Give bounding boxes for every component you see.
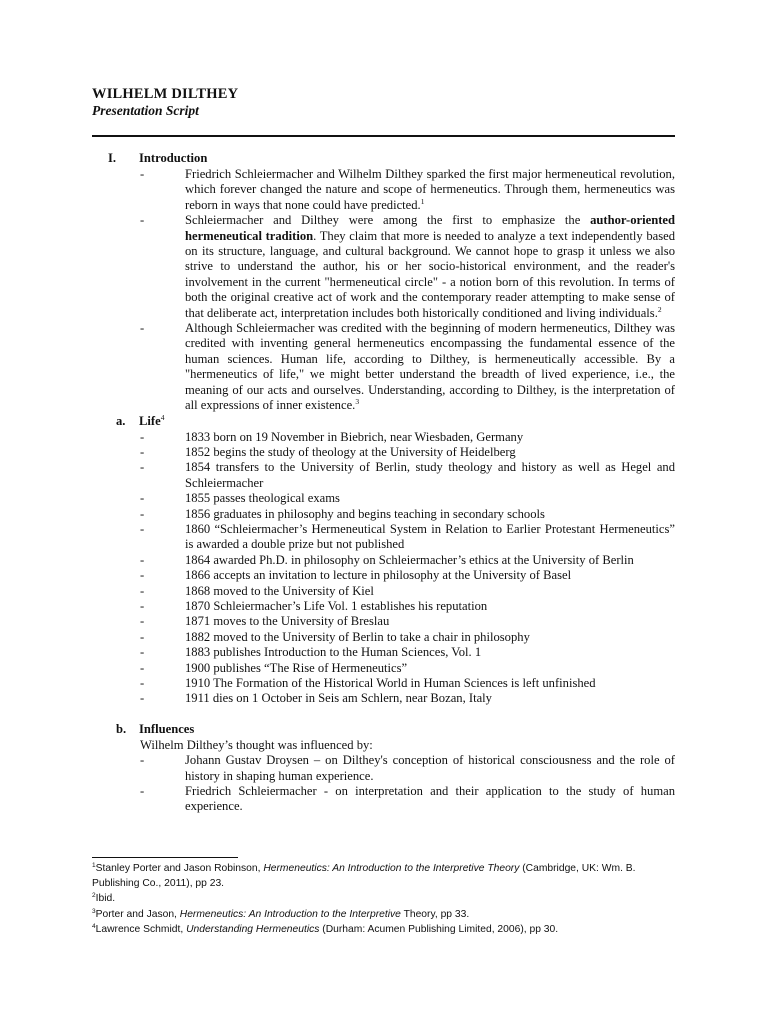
- footnote-number: 4: [92, 922, 96, 930]
- influences-intro: Wilhelm Dilthey’s thought was influenced by:: [140, 737, 373, 752]
- subsection-heading: [92, 722, 675, 738]
- footnote-number: 2: [92, 892, 96, 900]
- document-subtitle: Presentation Script: [92, 103, 199, 118]
- list-item: - 1883 publishes Introduction to the Human Sciences, Vol. 1: [92, 645, 675, 660]
- section-introduction: [92, 151, 675, 414]
- subsection-number: a.: [116, 413, 126, 428]
- footnote-text: Ibid.: [95, 893, 116, 905]
- life-timeline-list: [92, 430, 675, 707]
- footnote-text: Lawrence Schmidt,: [95, 923, 187, 935]
- list-item: - 1870 Schleiermacher’s Life Vol. 1 establishes his reputation: [92, 599, 675, 614]
- header-rule: [92, 135, 675, 137]
- footnotes: [92, 861, 677, 937]
- footnote-number: 1: [92, 862, 96, 869]
- list-item: - 1864 awarded Ph.D. in philosophy on Schleiermacher’s ethics at the University of Berlin: [92, 553, 675, 568]
- list-item: - 1871 moves to the University of Breslau: [92, 614, 675, 629]
- document-body: [92, 151, 675, 815]
- list-item: - 1860 “Schleiermacher’s Hermeneutical System in Relation to Earlier Protestant Hermeneutics” is awarded a double prize but not published: [92, 522, 675, 553]
- footnote-title: Hermeneutics: An Introduction to the Interpretive: [179, 908, 401, 920]
- footnote-ref: 2: [657, 304, 662, 314]
- subsection-heading: [92, 414, 675, 430]
- list-item: - Although Schleiermacher was credited with the beginning of modern hermeneutics, Dilthey was credited with inventing general hermeneutics encompassing the fundamental essence of the human sciences. Human life, according to Dilthey, is hermeneutically accessible. By a "hermeneutics of life," we might better understand the breadth of lived experience, i.e., the meaning of our acts and ourselves. Understanding, according to Dilthey, is the interpretation of all expressions of inner existence.$^3$: [92, 321, 675, 413]
- list-item: - 1852 begins the study of theology at the University of Heidelberg: [92, 445, 675, 460]
- footnote-text: (Durham: Acumen Publishing Limited, 2006), pp 30.: [319, 923, 559, 935]
- subsection-life: [92, 414, 675, 707]
- list-item: - 1856 graduates in philosophy and begins teaching in secondary schools: [92, 507, 675, 522]
- section-heading: [92, 151, 675, 167]
- footnote-text: Theory, pp 33.: [400, 908, 470, 920]
- subsection-title: Influences: [139, 721, 195, 736]
- list-item: - 1911 dies on 1 October in Seis am Schlern, near Bozan, Italy: [92, 691, 675, 706]
- introduction-list: [92, 167, 675, 414]
- document-title: WILHELM DILTHEY: [92, 86, 239, 102]
- footnote-ref: 1: [420, 196, 425, 206]
- influences-list: [92, 753, 675, 815]
- list-item: - Friedrich Schleiermacher and Wilhelm Dilthey sparked the first major hermeneutical revolution, which forever changed the nature and scope of hermeneutics. Through them, hermeneutics was reborn in ways that none could have predicted.$^1$: [92, 167, 675, 213]
- list-item: - 1833 born on 19 November in Biebrich, near Wiesbaden, Germany: [92, 430, 675, 445]
- list-item: - 1866 accepts an invitation to lecture in philosophy at the University of Basel: [92, 568, 675, 583]
- list-item: - Schleiermacher and Dilthey were among the first to emphasize the author-oriented hermeneutical tradition. They claim that more is needed to analyze a text independently based on its structure, language, and cultural background. We cannot hope to grasp it unless we also strive to understand the author, his or her socio-historical environment, and the reader's involvement in the current "hermeneutical circle" - a notion born of this revolution. In terms of both the original creative act of work and the contemporary reader attempting to make sense of that deliberate act, interpretation includes both historically conditioned and living individuals.$^2$: [92, 213, 675, 321]
- footnote-title: Hermeneutics: An Introduction to the Interpretive Theory: [263, 863, 520, 874]
- footnote: [92, 891, 677, 906]
- section-title: Introduction: [139, 151, 208, 165]
- footnote-ref: 3: [355, 397, 360, 407]
- list-item: - 1854 transfers to the University of Berlin, study theology and history as well as Hegel and Schleiermacher: [92, 460, 675, 491]
- section-number: I.: [108, 151, 117, 165]
- emphasis: author-oriented hermeneutical tradition: [185, 213, 675, 243]
- subsection-influences: [92, 722, 675, 815]
- footnote: [92, 861, 677, 891]
- footnote-separator: [92, 857, 238, 858]
- footnote-text: Stanley Porter and Jason Robinson,: [95, 863, 264, 874]
- subsection-title: Life$^4$: [139, 412, 165, 428]
- footnote-number: 3: [92, 907, 96, 915]
- footnote-title: Understanding Hermeneutics: [186, 923, 320, 935]
- list-item: - Friedrich Schleiermacher - on interpretation and their application to the study of human experience.: [92, 784, 675, 815]
- list-item: - Johann Gustav Droysen – on Dilthey's conception of historical consciousness and the role of history in shaping human experience.: [92, 753, 675, 784]
- footnote: [92, 922, 677, 937]
- list-item: - 1900 publishes “The Rise of Hermeneutics”: [92, 661, 675, 676]
- subsection-number: b.: [116, 721, 127, 736]
- list-item: - 1855 passes theological exams: [92, 491, 675, 506]
- list-item: - 1868 moved to the University of Kiel: [92, 584, 675, 599]
- footnote-ref: 4: [160, 412, 165, 422]
- footnote-text: Porter and Jason,: [95, 908, 180, 920]
- footnote-text: (Cambridge, UK: Wm. B. Publishing Co., 2011), pp 23.: [92, 863, 636, 890]
- footnote: [92, 907, 677, 922]
- list-item: - 1882 moved to the University of Berlin to take a chair in philosophy: [92, 630, 675, 645]
- list-item: - 1910 The Formation of the Historical World in Human Sciences is left unfinished: [92, 676, 675, 691]
